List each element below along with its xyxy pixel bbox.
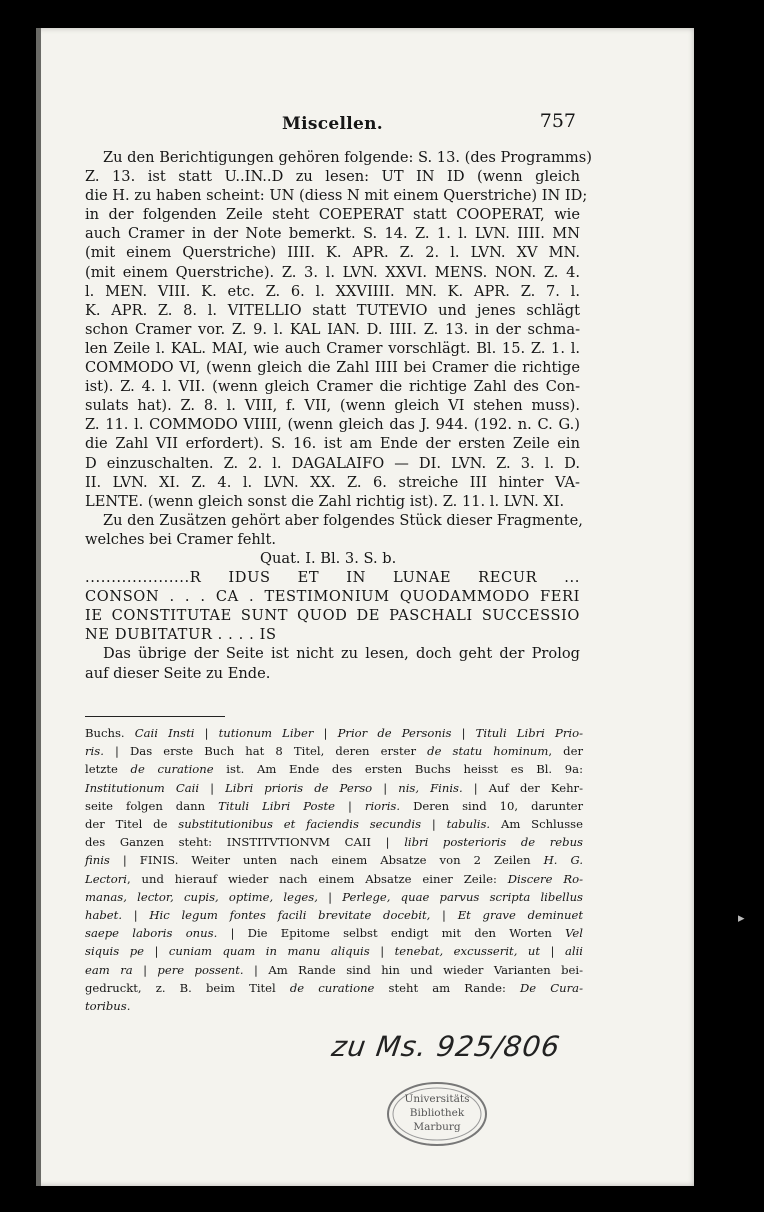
footnote-separator — [85, 716, 225, 717]
running-title: Miscellen. — [282, 114, 384, 134]
footnote-line: seite folgen dann Tituli Libri Poste | rioris. Deren sind 10, darunter — [85, 798, 584, 813]
body-text-line: schon Cramer vor. Z. 9. l. KAL IAN. D. IIII. Z. 13. in der schma- — [85, 320, 580, 338]
footnote-line: ris. | Das erste Buch hat 8 Titel, deren erster de statu hominum, der — [85, 744, 583, 759]
body-text-line: Z. 11. l. COMMODO VIIII, (wenn gleich das J. 944. (192. n. C. G.) — [85, 416, 580, 434]
stamp-line-1: Universitäts — [404, 1093, 470, 1105]
footnote-line: der Titel de substitutionibus et faciendis secundis | tabulis. Am Schlusse — [85, 817, 583, 832]
body-text-line: len Zeile l. KAL. MAI, wie auch Cramer vorschlägt. Bl. 15. Z. 1. l. — [85, 339, 580, 357]
footnote-line: letzte de curatione ist. Am Ende des ersten Buchs heisst es Bl. 9a: — [85, 762, 583, 777]
body-text-line: Z. 13. ist statt U..IN..D zu lesen: UT IN ID (wenn gleich — [85, 168, 580, 186]
body-text-line: K. APR. Z. 8. l. VITELLIO statt TUTEVIO und jenes schlägt — [85, 301, 580, 319]
body-text-line: Zu den Zusätzen gehört aber folgendes Stück dieser Fragmente, — [103, 511, 583, 529]
main-text — [85, 148, 592, 683]
footnote-line: manas, lector, cupis, optime, leges, | Perlege, quae parvus scripta libellus — [85, 889, 584, 904]
body-text-line: COMMODO VI, (wenn gleich die Zahl IIII bei Cramer die richtige — [85, 359, 580, 377]
stamp-line-3: Marburg — [413, 1121, 461, 1133]
body-text-line: welches bei Cramer fehlt. — [85, 530, 276, 548]
page-header — [60, 110, 580, 136]
body-text-line: Das übrige der Seite ist nicht zu lesen, doch geht der Prolog — [103, 645, 580, 663]
body-text-line: LENTE. (wenn gleich sonst die Zahl richtig ist). Z. 11. l. LVN. XI. — [85, 492, 565, 510]
body-text-line: auf dieser Seite zu Ende. — [85, 664, 271, 682]
margin-mark: ▸ — [738, 911, 745, 926]
footnote-line: Buchs. Caii Insti | tutionum Liber | Prior de Personis | Tituli Libri Prio- — [85, 726, 583, 740]
footnote-line: Institutionum Caii | Libri prioris de Perso | nis, Finis. | Auf der Kehr- — [85, 780, 583, 795]
stamp-line-2: Bibliothek — [409, 1107, 465, 1119]
body-text-line: D einzuschalten. Z. 2. l. DAGALAIFO — DI. LVN. Z. 3. l. D. — [85, 454, 580, 472]
page-edge-shadow — [36, 28, 41, 1186]
body-text-line: Zu den Berichtigungen gehören folgende: S. 13. (des Programms) — [103, 149, 592, 166]
body-text-line: ist). Z. 4. l. VII. (wenn gleich Cramer die richtige Zahl des Con- — [85, 378, 580, 396]
body-text-line: in der folgenden Zeile steht COEPERAT statt COOPERAT, wie — [85, 206, 580, 224]
body-text-line: ....................R IDUS ET IN LUNAE RECUR ... — [85, 569, 580, 587]
handwritten-shelfmark: zu Ms. 925/806 — [329, 1030, 563, 1063]
body-text-line: IE CONSTITUTAE SUNT QUOD DE PASCHALI SUCCESSIO — [85, 607, 580, 625]
body-text-line: II. LVN. XI. Z. 4. l. LVN. XX. Z. 6. streiche III hinter VA- — [85, 473, 580, 491]
footnote — [85, 724, 583, 1015]
body-text-line: CONSON . . . CA . TESTIMONIUM QUODAMMODO FERI — [85, 588, 580, 606]
footnote-line: saepe laboris onus. | Die Epitome selbst endigt mit den Worten Vel — [85, 926, 583, 941]
footnote-line: des Ganzen steht: INSTITVTIONVM CAII | libri posterioris de rebus — [85, 835, 583, 850]
body-text-line: (mit einem Querstriche). Z. 3. l. LVN. XXVI. MENS. NON. Z. 4. — [85, 263, 580, 281]
body-text-line: sulats hat). Z. 8. l. VIII, f. VII, (wenn gleich VI stehen muss). — [85, 397, 580, 415]
footnote-line: finis | FINIS. Weiter unten nach einem Absatze von 2 Zeilen H. G. — [85, 853, 584, 868]
body-text-line: l. MEN. VIII. K. etc. Z. 6. l. XXVIIII. MN. K. APR. Z. 7. l. — [85, 282, 580, 300]
footnote-line: toribus. — [85, 999, 131, 1014]
footnote-line: gedruckt, z. B. beim Titel de curatione steht am Rande: De Cura- — [85, 980, 583, 995]
page-number: 757 — [539, 110, 576, 132]
body-text-line: NE DUBITATUR . . . . IS — [85, 626, 277, 644]
footnote-line: Lectori, und hierauf wieder nach einem Absatze einer Zeile: Discere Ro- — [85, 871, 583, 886]
library-stamp — [385, 1080, 489, 1148]
body-text-line: auch Cramer in der Note bemerkt. S. 14. Z. 1. l. LVN. IIII. MN — [85, 225, 580, 243]
footnote-line: siquis pe | cuniam quam in manu aliquis | tenebat, excusserit, ut | alii — [85, 944, 583, 959]
body-text-line: (mit einem Querstriche) IIII. K. APR. Z. 2. l. LVN. XV MN. — [85, 244, 580, 262]
footnote-line: habet. | Hic legum fontes facili brevitate docebit, | Et grave deminuet — [85, 908, 584, 923]
body-text-line: die Zahl VII erfordert). S. 16. ist am Ende der ersten Zeile ein — [85, 435, 580, 453]
body-text-line: die H. zu haben scheint: UN (diess N mit einem Querstriche) IN ID; — [85, 187, 588, 205]
footnote-line: eam ra | pere possent. | Am Rande sind hin und wieder Varianten bei- — [85, 962, 584, 977]
body-text-line: Quat. I. Bl. 3. S. b. — [260, 549, 397, 567]
